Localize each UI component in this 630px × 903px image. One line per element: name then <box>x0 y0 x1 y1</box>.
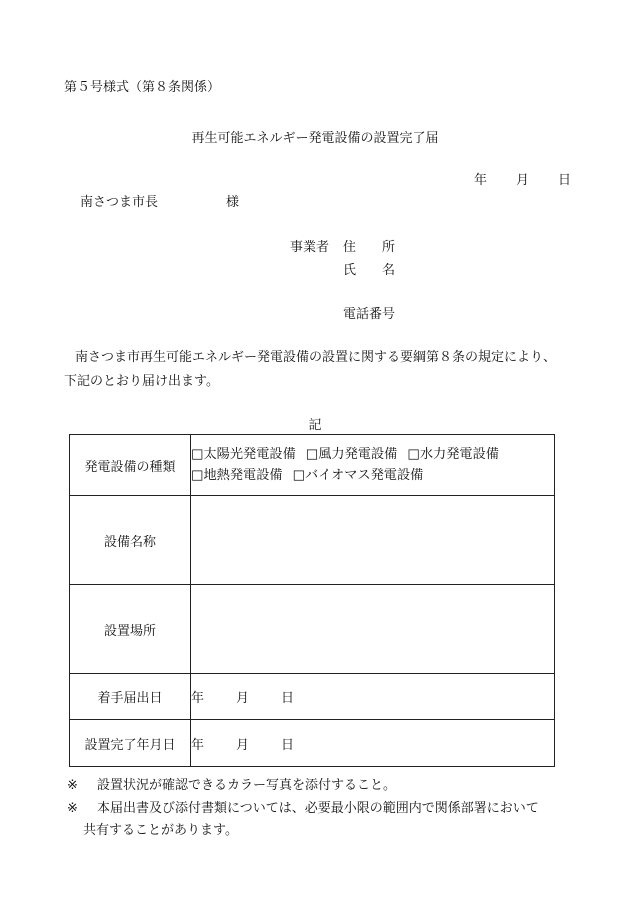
start-date-field[interactable] <box>191 674 555 720</box>
phone-label: 電話番号 <box>343 307 396 322</box>
option-wind[interactable]: □風力発電設備 <box>305 447 398 462</box>
form-number: 第５号様式（第８条関係） <box>64 80 221 95</box>
start-date-label: 着手届出日 <box>70 674 191 720</box>
addressee-honorific: 様 <box>226 195 240 210</box>
note-mark: ※ <box>67 778 78 793</box>
equipment-type-label: 発電設備の種類 <box>70 435 191 496</box>
applicant-label: 事業者 <box>290 240 330 255</box>
date-month-label: 月 <box>516 173 530 188</box>
body-text-line-1: 南さつま市再生可能エネルギー発電設備の設置に関する要綱第８条の規定により、 <box>75 350 557 365</box>
name-label: 氏 名 <box>343 263 396 278</box>
body-text-line-2: 下記のとおり届け出ます。 <box>64 374 219 389</box>
date-year-label: 年 <box>474 173 488 188</box>
option-geothermal[interactable]: □地熱発電設備 <box>191 468 283 483</box>
table-row <box>70 435 555 496</box>
equipment-name-label: 設備名称 <box>70 496 191 585</box>
ki-heading: 記 <box>308 418 322 433</box>
address-label: 住 所 <box>343 240 396 255</box>
table-row <box>70 496 555 585</box>
ymd-day: 日 <box>281 691 295 706</box>
ymd-month: 月 <box>236 737 250 753</box>
table-row <box>70 585 555 674</box>
submission-date <box>474 173 571 189</box>
note-text: 本届出書及び添付書類については、必要最小限の範囲内で関係部署において <box>97 801 539 816</box>
note-mark: ※ <box>67 801 78 816</box>
form-table <box>69 434 555 767</box>
table-row <box>70 720 555 767</box>
option-biomass[interactable]: □バイオマス発電設備 <box>292 468 424 483</box>
date-day-label: 日 <box>558 173 572 188</box>
note-sharing-continued: 共有することがあります。 <box>83 823 238 838</box>
note-text: 設置状況が確認できるカラー写真を添付すること。 <box>97 778 397 793</box>
location-field[interactable] <box>191 585 555 674</box>
option-solar[interactable]: □太陽光発電設備 <box>191 447 296 462</box>
ymd-day: 日 <box>281 737 295 753</box>
addressee <box>80 195 239 211</box>
ymd-year: 年 <box>191 737 205 753</box>
equipment-type-options <box>191 435 555 496</box>
table-row <box>70 674 555 720</box>
completion-date-field[interactable] <box>191 720 555 767</box>
option-hydro[interactable]: □水力発電設備 <box>407 447 499 462</box>
addressee-name: 南さつま市長 <box>80 195 159 210</box>
ymd-month: 月 <box>236 691 250 706</box>
equipment-name-field[interactable] <box>191 496 555 585</box>
completion-date-label: 設置完了年月日 <box>70 720 191 767</box>
document-title: 再生可能エネルギー発電設備の設置完了届 <box>191 131 439 146</box>
location-label: 設置場所 <box>70 585 191 674</box>
note-sharing <box>67 801 539 817</box>
note-photo <box>67 778 396 794</box>
ymd-year: 年 <box>191 691 205 706</box>
